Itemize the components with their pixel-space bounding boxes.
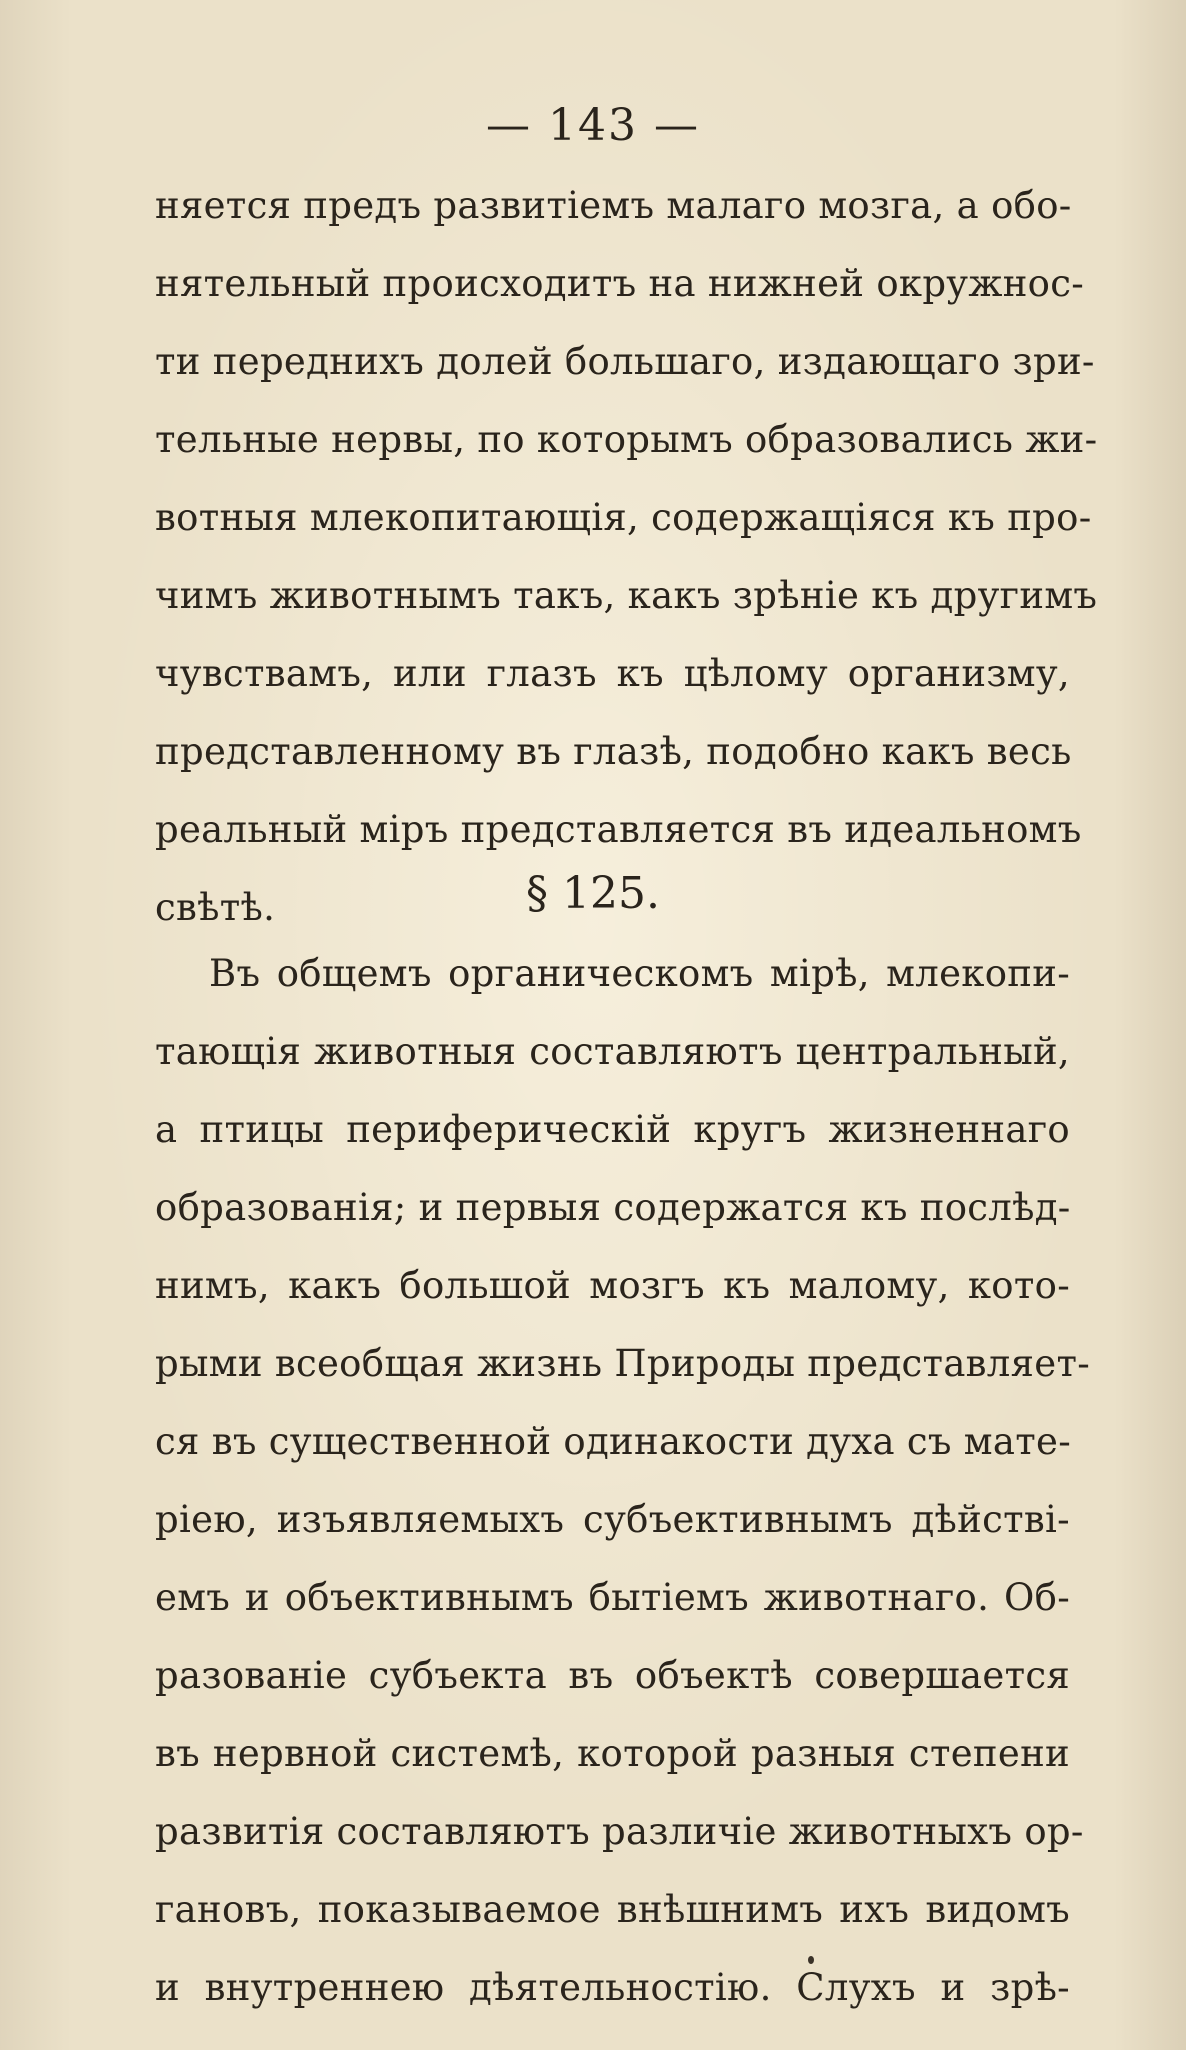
text-line: чувствамъ, или глазъ къ цѣлому организму, [155,652,1070,695]
text-line: гановъ, показываемое внѣшнимъ ихъ видомъ [155,1888,1070,1931]
ink-speck [808,1956,814,1964]
text-line: реальный міръ представляется въ идеальномъ [155,808,1082,851]
text-line: свѣтѣ. [155,886,276,929]
paragraph-continuation [155,167,1098,947]
text-line: образованія; и первыя содержатся къ послѣд- [155,1186,1071,1229]
page-number: — 143 — [486,100,700,151]
text-line: тающія животныя составляютъ центральный, [155,1030,1070,1073]
text-line: нятельный происходитъ на нижней окружнос- [155,262,1085,305]
text-line: вотныя млекопитающія, содержащіяся къ про- [155,496,1092,539]
text-line: развитія составляютъ различіе животныхъ ор- [155,1810,1084,1853]
text-line: ся въ существенной одинакости духа съ мате- [155,1420,1072,1463]
paragraph-section-125 [155,935,1091,2027]
text-line: въ нервной системѣ, которой разныя степени [155,1732,1070,1775]
text-line: представленному въ глазѣ, подобно какъ весь [155,730,1072,773]
text-line: ріею, изъявляемыхъ субъективнымъ дѣйстві- [155,1498,1070,1541]
text-line: а птицы периферическій кругъ жизненнаго [155,1108,1070,1151]
text-line: чимъ животнымъ такъ, какъ зрѣніе къ другимъ [155,574,1098,617]
text-line: ти переднихъ долей большаго, издающаго зри- [155,340,1095,383]
text-line: нимъ, какъ большой мозгъ къ малому, кото- [155,1264,1070,1307]
text-line: тельные нервы, по которымъ образовались жи- [155,418,1098,461]
text-line: рыми всеобщая жизнь Природы представляет- [155,1342,1091,1385]
text-line: няется предъ развитіемъ малаго мозга, а обо- [155,184,1072,227]
text-line: емъ и объективнымъ бытіемъ животнаго. Об- [155,1576,1070,1619]
text-line: разованіе субъекта въ объектѣ совершается [155,1654,1070,1697]
section-heading: § 125. [526,868,660,919]
text-line: Въ общемъ органическомъ мірѣ, млекопи- [209,952,1070,995]
text-line: и внутреннею дѣятельностію. Слухъ и зрѣ- [155,1966,1070,2009]
